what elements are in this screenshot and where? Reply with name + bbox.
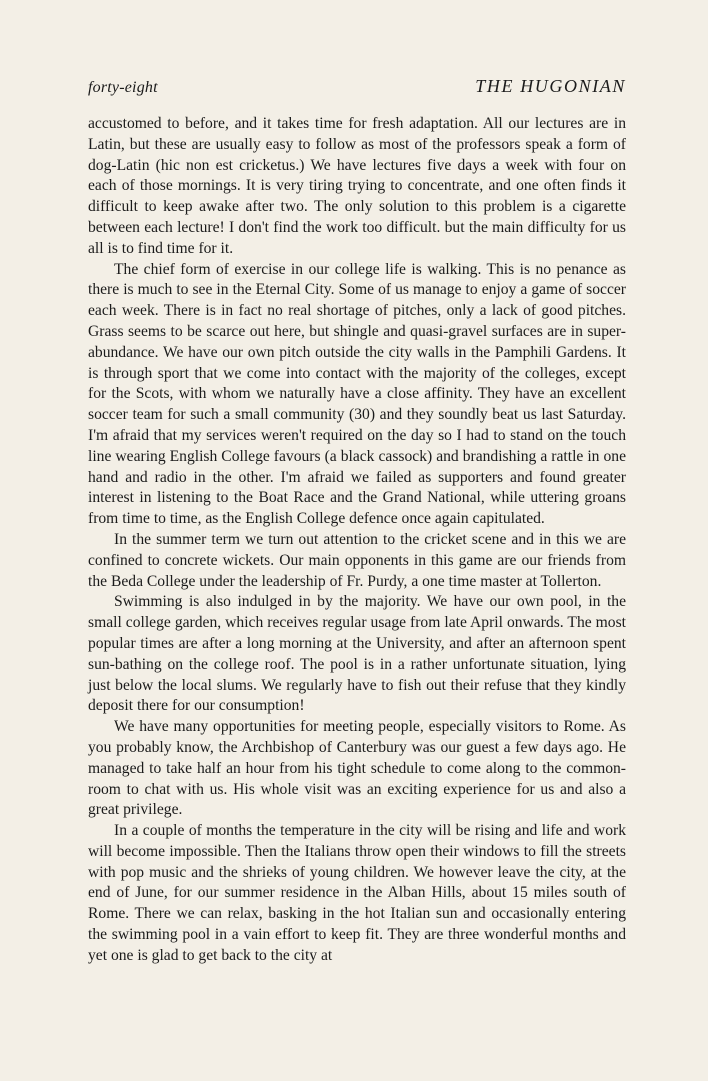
running-title: THE HUGONIAN (475, 76, 626, 96)
body-paragraph: The chief form of exercise in our college life is walking. This is no penance as there is much to see in the Eternal City. Some of us manage to enjoy a game of soccer each week. There is in fact no real shortage of pitches, only a lack of good pitches. Grass seems to be scarce out here, but shingle and quasi-gravel surfaces are in super-abundance. We have our own pitch outside the city walls in the Pamphili Gardens. It is through sport that we come into contact with the majority of the colleges, except for the Scots, with whom we naturally have a close affinity. They have an excellent soccer team for such a small community (30) and they soundly beat us last Saturday. I'm afraid that my services weren't required on the day so I had to stand on the touch line wearing English College favours (a black cassock) and brandishing a rattle in one hand and radio in the other. I'm afraid we failed as supporters and found greater interest in listening to the Boat Race and the Grand National, while uttering groans from time to time, as the English College defence once again capitulated. (88, 260, 626, 528)
body-paragraph: We have many opportunities for meeting people, especially visitors to Rome. As you probably know, the Archbishop of Canterbury was our guest a few days ago. He managed to take half an hour from his tight schedule to come along to the common-room to chat with us. His whole visit was an exciting experience for us and also a great privilege. (88, 718, 626, 819)
body-paragraph: Swimming is also indulged in by the majority. We have our own pool, in the small college garden, which receives regular usage from late April onwards. The most popular times are after a long morning at the University, and after an afternoon spent sun-bathing on the college roof. The pool is in a rather unfortunate situation, lying just below the local slums. We regularly have to fish out their refuse that they kindly deposit there for our consumption! (88, 593, 626, 715)
article-body (88, 114, 626, 967)
magazine-page (88, 76, 626, 967)
body-paragraph: In the summer term we turn out attention to the cricket scene and in this we are confined to concrete wickets. Our main opponents in this game are our friends from the Beda College under the leadership of Fr. Purdy, a one time master at Tollerton. (88, 530, 626, 590)
page-header (88, 76, 626, 112)
body-paragraph: accustomed to before, and it takes time for fresh adaptation. All our lectures are in Latin, but these are usually easy to follow as most of the professors speak a form of dog-Latin (hic non est cricketus.) We have lectures five days a week with four on each of those mornings. It is very tiring trying to concentrate, and one often finds it difficult to keep awake after two. The only solution to this problem is a cigarette between each lecture! I don't find the work too difficult. but the main difficulty for us all is to find time for it. (88, 115, 626, 257)
body-paragraph: In a couple of months the temperature in the city will be rising and life and work will become impossible. Then the Italians throw open their windows to fill the streets with pop music and the shrieks of young children. We however leave the city, at the end of June, for our summer residence in the Alban Hills, about 15 miles south of Rome. There we can relax, basking in the hot Italian sun and occasionally entering the swimming pool in a vain effort to keep fit. They are three wonderful months and yet one is glad to get back to the city at (88, 822, 626, 964)
page-number: forty-eight (88, 79, 158, 96)
